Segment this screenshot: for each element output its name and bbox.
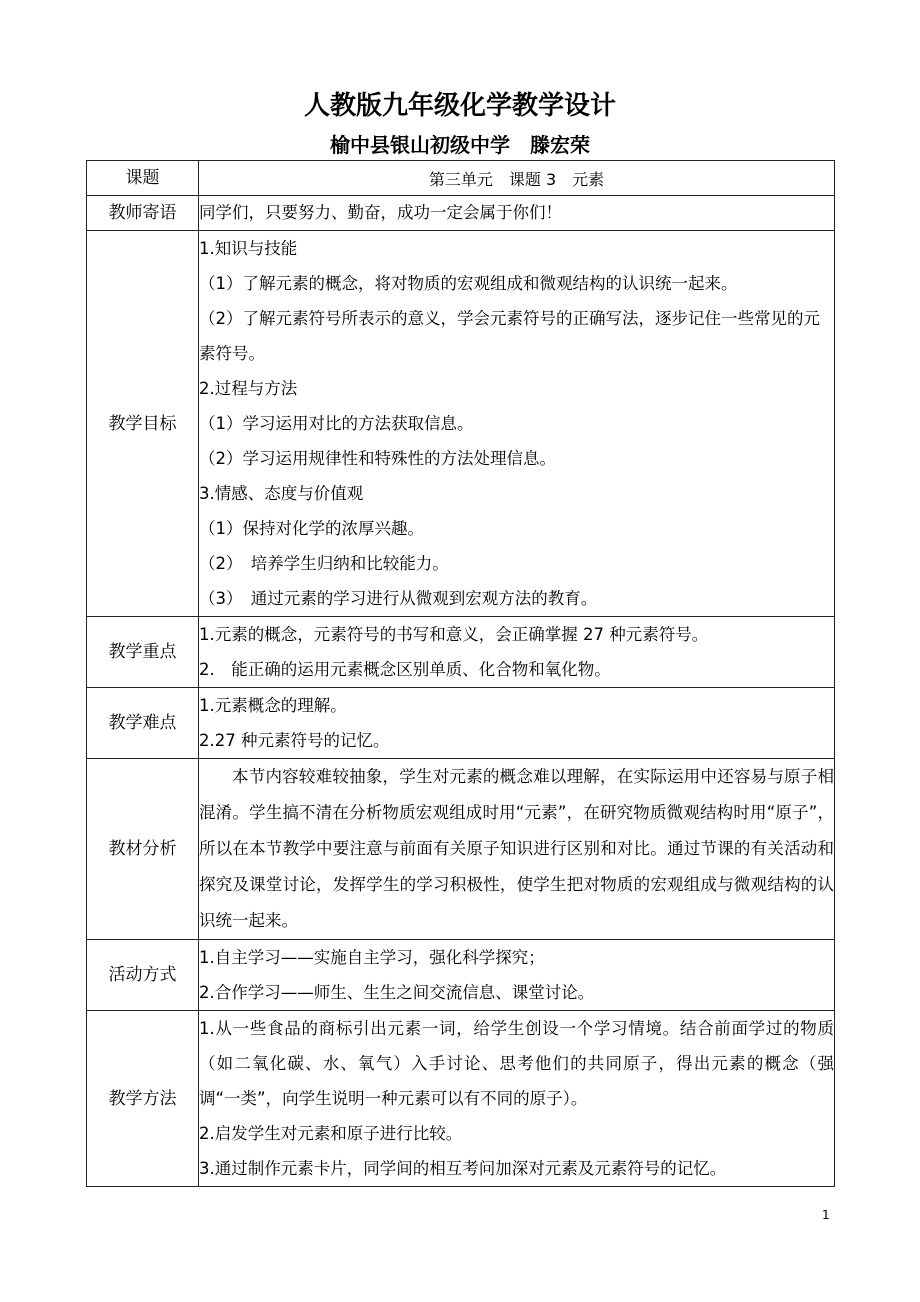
value-topic: 第三单元 课题 3 元素 <box>199 161 835 196</box>
row-objectives <box>87 231 835 617</box>
label-material-analysis: 教材分析 <box>87 759 199 940</box>
document-subtitle: 榆中县银山初级中学 滕宏荣 <box>330 133 590 157</box>
document-title: 人教版九年级化学教学设计 <box>303 91 616 121</box>
value-teacher-message: 同学们，只要努力、勤奋，成功一定会属于你们！ <box>199 196 835 231</box>
row-teacher-message <box>87 196 835 231</box>
objective-line: （2）学习运用规律性和特殊性的方法处理信息。 <box>199 449 556 468</box>
activity-line: 2.合作学习——师生、生生之间交流信息、课堂讨论。 <box>199 983 595 1002</box>
row-material-analysis <box>87 759 835 940</box>
method-line: 2.启发学生对元素和原子进行比较。 <box>199 1124 463 1143</box>
key-point-line: 2. 能正确的运用元素概念区别单质、化合物和氧化物。 <box>199 660 611 679</box>
activity-line: 1.自主学习——实施自主学习，强化科学探究； <box>199 948 545 967</box>
objective-line: （2） 培养学生归纳和比较能力。 <box>199 554 449 573</box>
value-difficulties <box>199 688 835 759</box>
label-objectives: 教学目标 <box>87 231 199 617</box>
label-key-points: 教学重点 <box>87 617 199 688</box>
difficulty-line: 1.元素概念的理解。 <box>199 696 347 715</box>
objective-line: 2.过程与方法 <box>199 379 298 398</box>
key-point-line: 1.元素的概念，元素符号的书写和意义，会正确掌握 27 种元素符号。 <box>199 625 709 644</box>
value-material-analysis <box>199 759 835 940</box>
value-objectives <box>199 231 835 617</box>
row-methods <box>87 1011 835 1187</box>
objective-line: （1）了解元素的概念，将对物质的宏观组成和微观结构的认识统一起来。 <box>199 274 738 293</box>
label-topic: 课题 <box>87 161 199 196</box>
objective-line: （3） 通过元素的学习进行从微观到宏观方法的教育。 <box>199 589 598 608</box>
lesson-plan-table <box>86 160 835 1187</box>
value-key-points <box>199 617 835 688</box>
objective-line: （1）学习运用对比的方法获取信息。 <box>199 414 474 433</box>
method-line: 3.通过制作元素卡片，同学间的相互考问加深对元素及元素符号的记忆。 <box>199 1159 727 1178</box>
value-methods <box>199 1011 835 1187</box>
objective-line: 3.情感、态度与价值观 <box>199 484 364 503</box>
label-difficulties: 教学难点 <box>87 688 199 759</box>
label-methods: 教学方法 <box>87 1011 199 1187</box>
row-difficulties <box>87 688 835 759</box>
objective-line: （1）保持对化学的浓厚兴趣。 <box>199 519 424 538</box>
value-activities <box>199 940 835 1011</box>
material-analysis-text: 本节内容较难较抽象，学生对元素的概念难以理解，在实际运用中还容易与原子相混淆。学生搞不清在分析物质宏观组成时用“元素”，在研究物质微观结构时用“原子”，所以在本节教学中要注意与前面有关原子知识进行区别和对比。通过节课的有关活动和探究及课堂讨论，发挥学生的学习积极性，使学生把对物质的宏观组成与微观结构的认识统一起来。 <box>199 767 834 930</box>
label-activities: 活动方式 <box>87 940 199 1011</box>
objective-line: （2）了解元素符号所表示的意义，学会元素符号的正确写法，逐步记住一些常见的元素符号。 <box>199 309 820 363</box>
page-number: 1 <box>822 1208 830 1222</box>
objective-line: 1.知识与技能 <box>199 239 298 258</box>
row-key-points <box>87 617 835 688</box>
label-teacher-message: 教师寄语 <box>87 196 199 231</box>
method-line: 1.从一些食品的商标引出元素一词，给学生创设一个学习情境。结合前面学过的物质（如二氧化碳、水、氧气）入手讨论、思考他们的共同原子，得出元素的概念（强调“一类”，向学生说明一种元素可以有不同的原子）。 <box>199 1019 834 1108</box>
difficulty-line: 2.27 种元素符号的记忆。 <box>199 731 390 750</box>
row-activities <box>87 940 835 1011</box>
row-topic <box>87 161 835 196</box>
